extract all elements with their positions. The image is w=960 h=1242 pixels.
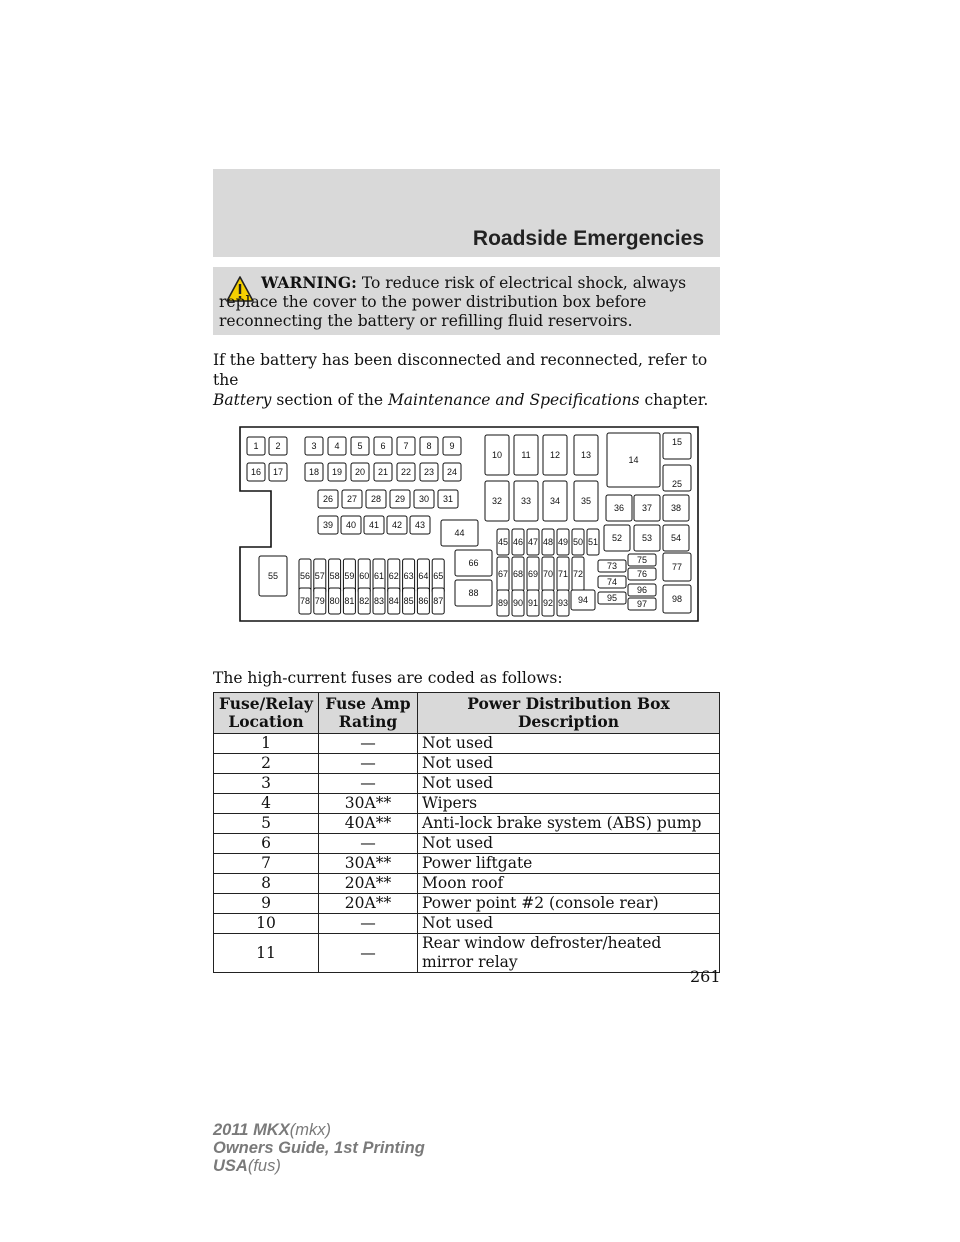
- fuse-slot-label: 15: [671, 437, 683, 447]
- fuse-slot-label: 5: [357, 441, 363, 451]
- fuse-slot-label: 78: [299, 596, 311, 606]
- fuse-slot-label: 93: [557, 598, 569, 608]
- location-cell: 8: [214, 874, 319, 894]
- location-cell: 4: [214, 794, 319, 814]
- fuse-slot-label: 44: [454, 528, 465, 538]
- table-row: [214, 854, 720, 874]
- fuse-slot-label: 77: [671, 562, 683, 572]
- fuse-slot-label: 67: [497, 569, 509, 579]
- rating-cell: —: [319, 834, 418, 854]
- fuse-slot-label: 64: [418, 571, 429, 581]
- power-distribution-box-diagram: [238, 425, 700, 623]
- fuse-slot-label: 24: [446, 467, 458, 477]
- fuse-slot-label: 29: [394, 494, 406, 504]
- fuse-slot-label: 8: [426, 441, 432, 451]
- table-row: [214, 874, 720, 894]
- fuse-slot-label: 86: [418, 596, 429, 606]
- fuse-slot-label: 42: [391, 520, 403, 530]
- fuse-slot-label: 87: [433, 596, 444, 606]
- rating-cell: —: [319, 914, 418, 934]
- fuse-slot-label: 62: [388, 571, 399, 581]
- fuse-slot-label: 85: [403, 596, 414, 606]
- fuse-slot-label: 97: [636, 599, 648, 609]
- table-row: [214, 814, 720, 834]
- fuse-slot-label: 7: [403, 441, 409, 451]
- battery-paragraph: [213, 350, 733, 410]
- fuse-slot-label: 84: [388, 596, 399, 606]
- fuse-slot-label: 94: [577, 595, 589, 605]
- fuse-slot-label: 17: [272, 467, 284, 477]
- fuse-slot-label: 98: [671, 594, 683, 604]
- fuse-slot-label: 76: [636, 569, 648, 579]
- fuse-slot-label: 41: [368, 520, 380, 530]
- fuse-slot-label: 51: [587, 537, 599, 547]
- table-intro: The high-current fuses are coded as follows:: [213, 669, 563, 687]
- fuse-slot-label: 48: [542, 537, 554, 547]
- table-header-row: [214, 693, 720, 734]
- fuse-slot-label: 60: [359, 571, 370, 581]
- warning-label: WARNING:: [261, 273, 357, 292]
- fuse-slot-label: 12: [549, 450, 561, 460]
- fuse-slot-label: 75: [636, 555, 648, 565]
- fuse-slot-label: 11: [521, 450, 531, 460]
- fuse-slot-label: 69: [527, 569, 539, 579]
- header-bar: [213, 169, 720, 257]
- fuse-slot-label: 56: [299, 571, 311, 581]
- fuse-slot-label: 1: [253, 441, 259, 451]
- fuse-slot-label: 79: [314, 596, 325, 606]
- fuse-slot-label: 70: [542, 569, 554, 579]
- location-cell: 6: [214, 834, 319, 854]
- location-cell: 3: [214, 774, 319, 794]
- fuse-slot-label: 81: [344, 596, 355, 606]
- fuse-slot-label: 6: [380, 441, 386, 451]
- description-cell: Not used: [418, 734, 720, 754]
- fuse-slot-label: 52: [611, 533, 623, 543]
- footer: [213, 1121, 425, 1175]
- fuse-slot-label: 18: [308, 467, 320, 477]
- description-cell: Power point #2 (console rear): [418, 894, 720, 914]
- fuse-slot-label: 33: [520, 496, 532, 506]
- description-cell: Rear window defroster/heated mirror relay: [418, 934, 720, 973]
- fuse-slot-label: 49: [557, 537, 569, 547]
- warning-message: To reduce risk of electrical shock, always replace the cover to the power distribution box before reconnecting the battery or refilling fluid reservoirs.: [219, 274, 687, 330]
- rating-cell: 20A**: [319, 874, 418, 894]
- footer-region-code: (fus): [247, 1157, 281, 1175]
- chapter-reference: Maintenance and Specifications: [387, 391, 640, 409]
- fuse-slot-label: 39: [322, 520, 334, 530]
- fuse-slot-label: 50: [572, 537, 584, 547]
- rating-cell: 40A**: [319, 814, 418, 834]
- table-row: [214, 774, 720, 794]
- fuse-slot-label: 45: [497, 537, 509, 547]
- location-cell: 1: [214, 734, 319, 754]
- fuse-slot-label: 20: [354, 467, 366, 477]
- fuse-slot-label: 32: [491, 496, 503, 506]
- fuse-slot-label: 80: [329, 596, 340, 606]
- fuse-slot-label: 21: [377, 467, 389, 477]
- warning-text: [219, 273, 711, 331]
- footer-region: USA: [213, 1157, 248, 1175]
- fuse-slot-label: 35: [580, 496, 592, 506]
- location-cell: 5: [214, 814, 319, 834]
- battery-reference: Battery: [213, 391, 272, 409]
- fuse-slot-label: 16: [250, 467, 262, 477]
- fuse-slot-label: 88: [468, 588, 479, 598]
- location-cell: 10: [214, 914, 319, 934]
- description-cell: Anti-lock brake system (ABS) pump: [418, 814, 720, 834]
- fuse-slot-label: 34: [549, 496, 561, 506]
- rating-cell: —: [319, 774, 418, 794]
- fuse-slot-label: 25: [671, 479, 683, 489]
- table-row: [214, 914, 720, 934]
- location-cell: 2: [214, 754, 319, 774]
- fuse-slot-label: 3: [311, 441, 317, 451]
- fuse-slot-label: 74: [606, 577, 618, 587]
- fuse-slot-label: 23: [423, 467, 435, 477]
- description-cell: Not used: [418, 754, 720, 774]
- fuse-slot-label: 91: [527, 598, 539, 608]
- description-cell: Power liftgate: [418, 854, 720, 874]
- fuse-slot-label: 61: [373, 571, 385, 581]
- rating-cell: 30A**: [319, 854, 418, 874]
- fuse-slot-label: 72: [572, 569, 584, 579]
- page-number: 261: [690, 967, 721, 986]
- fuse-slot-label: 26: [322, 494, 334, 504]
- column-header-description: Power Distribution Box Description: [418, 693, 720, 734]
- description-cell: Moon roof: [418, 874, 720, 894]
- fuse-slot-label: 83: [373, 596, 385, 606]
- location-cell: 11: [214, 934, 319, 973]
- location-cell: 7: [214, 854, 319, 874]
- table-row: [214, 834, 720, 854]
- fuse-slot-label: 10: [491, 450, 503, 460]
- table-row: [214, 754, 720, 774]
- fuse-slot-label: 66: [468, 558, 479, 568]
- fuse-slot-label: 63: [403, 571, 414, 581]
- fuse-slot-label: 19: [331, 467, 343, 477]
- fuse-slot-label: 31: [442, 494, 454, 504]
- fuse-slot-label: 14: [628, 455, 639, 465]
- fuse-slot-label: 30: [418, 494, 430, 504]
- fuse-slot-label: 92: [542, 598, 554, 608]
- fuse-slot-label: 4: [334, 441, 340, 451]
- page-section-title: Roadside Emergencies: [472, 227, 704, 250]
- paragraph-text-2: section of the: [276, 391, 383, 409]
- location-cell: 9: [214, 894, 319, 914]
- table-row: [214, 794, 720, 814]
- paragraph-text-3: chapter.: [644, 391, 709, 409]
- rating-cell: —: [319, 734, 418, 754]
- table-row: [214, 734, 720, 754]
- fuse-slot-label: 13: [580, 450, 592, 460]
- fuse-slot-label: 55: [267, 571, 279, 581]
- fuse-slot-label: 37: [641, 503, 653, 513]
- fuse-slot-label: 65: [433, 571, 444, 581]
- fuse-slot-label: 40: [345, 520, 357, 530]
- fuse-table: [213, 692, 720, 973]
- fuse-slot-label: 2: [275, 441, 281, 451]
- fuse-slot-label: 59: [344, 571, 355, 581]
- warning-box: [213, 267, 720, 335]
- fuse-slot-label: 9: [449, 441, 455, 451]
- fuse-slot-label: 54: [670, 533, 682, 543]
- description-cell: Wipers: [418, 794, 720, 814]
- fuse-slot-label: 95: [606, 593, 618, 603]
- fuse-slot-label: 68: [512, 569, 524, 579]
- footer-model: 2011 MKX: [213, 1121, 290, 1139]
- fuse-slot-label: 82: [359, 596, 370, 606]
- fuse-slot-label: 22: [400, 467, 412, 477]
- rating-cell: 20A**: [319, 894, 418, 914]
- fuse-slot-label: 53: [641, 533, 653, 543]
- footer-model-code: (mkx): [289, 1121, 331, 1139]
- fuse-slot-label: 57: [314, 571, 325, 581]
- fuse-slot-label: 36: [613, 503, 625, 513]
- description-cell: Not used: [418, 774, 720, 794]
- column-header-location: Fuse/Relay Location: [214, 693, 319, 734]
- description-cell: Not used: [418, 834, 720, 854]
- fuse-slot-label: 46: [512, 537, 524, 547]
- rating-cell: —: [319, 934, 418, 973]
- paragraph-text-1: If the battery has been disconnected and reconnected, refer to the: [213, 351, 708, 389]
- fuse-slot-label: 38: [670, 503, 682, 513]
- fuse-slot-label: 58: [329, 571, 340, 581]
- rating-cell: 30A**: [319, 794, 418, 814]
- footer-printing: Owners Guide, 1st Printing: [213, 1139, 425, 1157]
- fuse-slot-label: 71: [557, 569, 569, 579]
- fuse-slot-label: 27: [346, 494, 358, 504]
- fuse-slot-label: 47: [527, 537, 539, 547]
- description-cell: Not used: [418, 914, 720, 934]
- fuse-slot-label: 43: [414, 520, 426, 530]
- column-header-rating: Fuse Amp Rating: [319, 693, 418, 734]
- fuse-slot-label: 73: [606, 561, 618, 571]
- fuse-slot-label: 89: [497, 598, 509, 608]
- table-row: [214, 894, 720, 914]
- fuse-slot-label: 90: [512, 598, 524, 608]
- fuse-slot-label: 28: [370, 494, 382, 504]
- table-row: [214, 934, 720, 973]
- fuse-slot-label: 96: [636, 585, 648, 595]
- rating-cell: —: [319, 754, 418, 774]
